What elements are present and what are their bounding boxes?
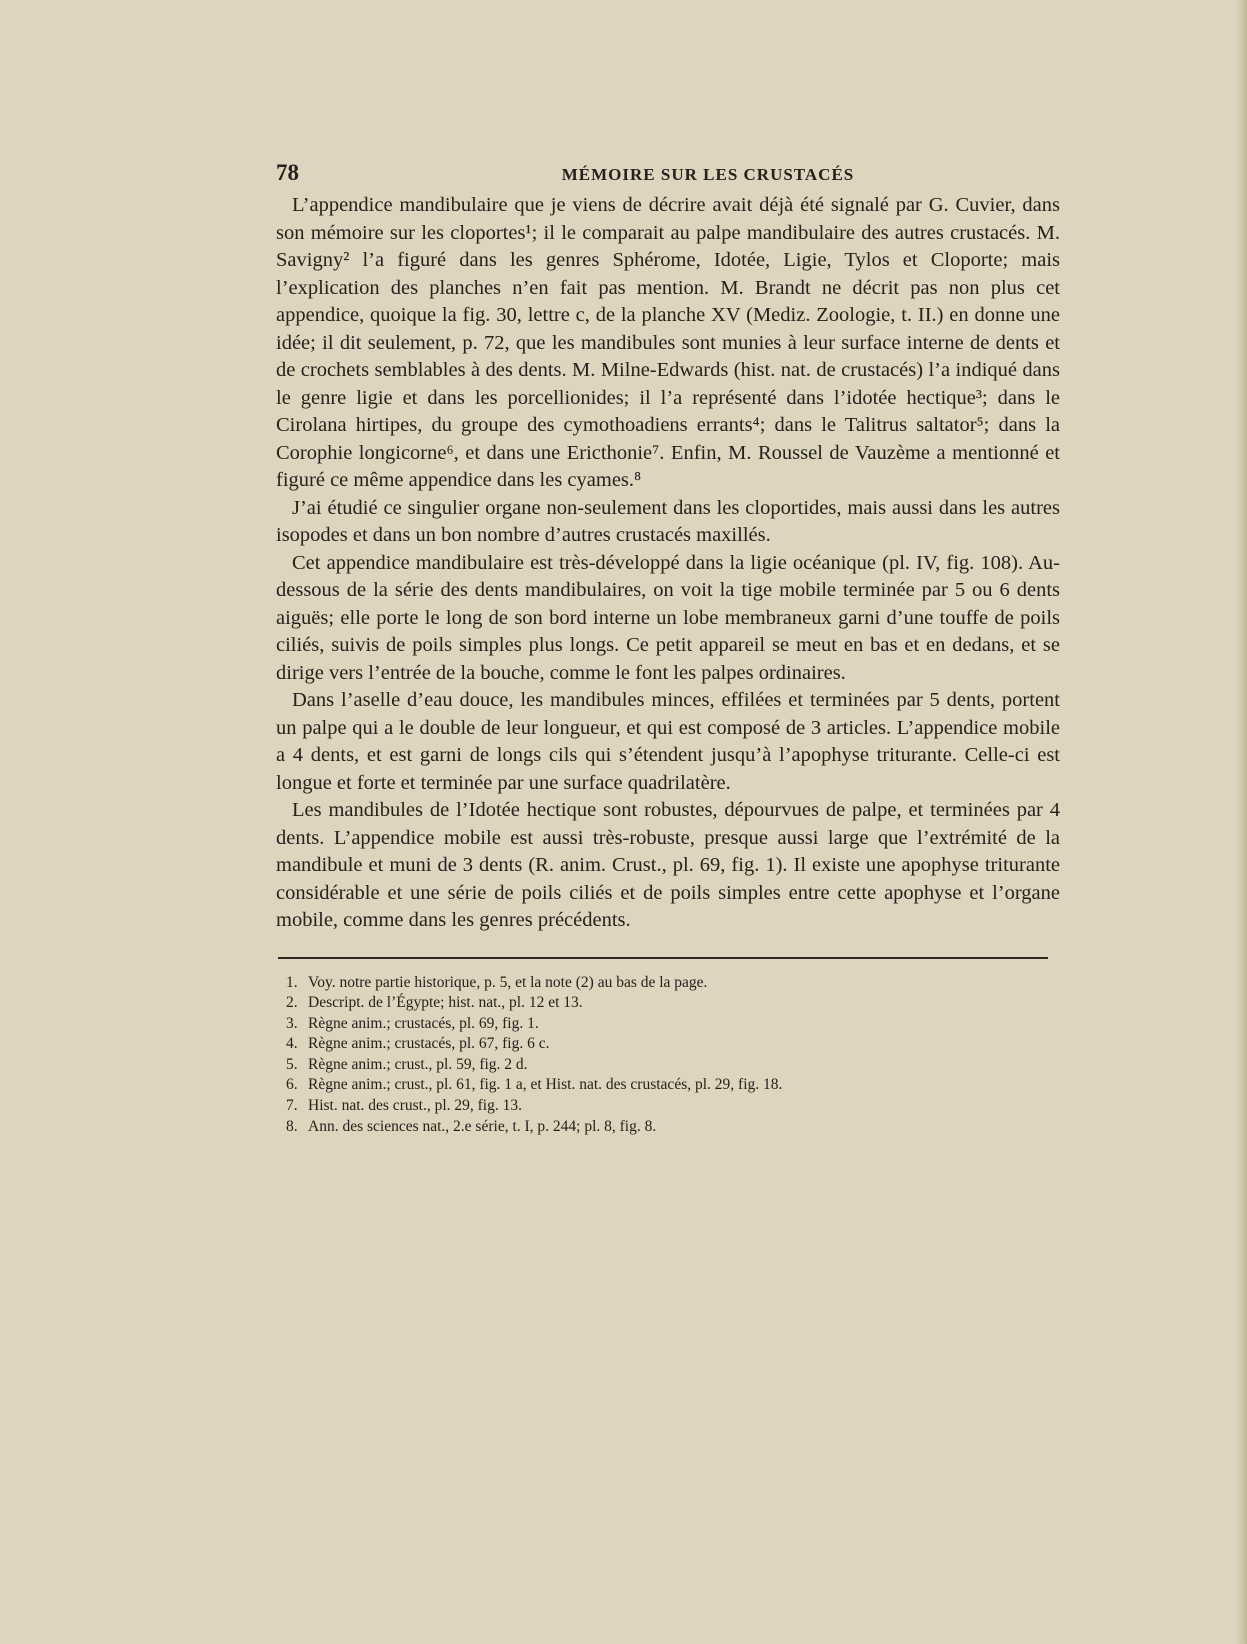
footnote-7 — [286, 1096, 1060, 1117]
footnote-5 — [286, 1055, 1060, 1076]
running-head — [276, 160, 1060, 186]
footnote-number: 5. — [286, 1055, 298, 1073]
footnote-text: Règne anim.; crustacés, pl. 69, fig. 1. — [308, 1014, 539, 1032]
footnote-number: 8. — [286, 1117, 298, 1135]
footnote-4 — [286, 1034, 1060, 1055]
footnote-divider — [278, 957, 1048, 959]
running-title: MÉMOIRE SUR LES CRUSTACÉS — [561, 165, 855, 184]
footnote-1 — [286, 973, 1060, 994]
footnotes — [276, 973, 1060, 1138]
footnote-number: 1. — [286, 973, 298, 991]
footnote-text: Descript. de l’Égypte; hist. nat., pl. 12 et 13. — [308, 994, 583, 1012]
footnote-number: 7. — [286, 1097, 298, 1115]
paragraph-4: Dans l’aselle d’eau douce, les mandibules minces, effilées et terminées par 5 dents, portent un palpe qui a le double de leur longueur, et qui est composé de 3 articles. L’appendice mobile a 4 dents, et est garni de longs cils qui s’étendent jusqu’à l’apophyse triturante. Celle-ci est longue et forte et terminée par une surface quadrilatère. — [276, 689, 1060, 794]
footnote-text: Voy. notre partie historique, p. 5, et la note (2) au bas de la page. — [308, 973, 708, 991]
footnote-text: Ann. des sciences nat., 2.e série, t. I, p. 244; pl. 8, fig. 8. — [308, 1117, 657, 1135]
body-text — [276, 192, 1060, 935]
paragraph-1: L’appendice mandibulaire que je viens de décrire avait déjà été signalé par G. Cuvier, dans son mémoire sur les cloportes¹; il le comparait au palpe mandibulaire des autres crustacés. M. Savigny² l’a figuré dans les genres Sphérome, Idotée, Ligie, Tylos et Cloporte; mais l’explication des planches n’en fait pas mention. M. Brandt ne décrit pas non plus cet appendice, quoique la fig. 30, lettre c, de la planche XV (Mediz. Zoologie, t. II.) en donne une idée; il dit seulement, p. 72, que les mandibules sont munies à leur surface interne de dents et de crochets semblables à des dents. M. Milne-Edwards (hist. nat. de crustacés) l’a indiqué dans le genre ligie et dans les porcellionides; il l’a représenté dans l’idotée hectique³; dans le Cirolana hirtipes, du groupe des cymothoadiens errants⁴; dans le Talitrus saltator⁵; dans la Corophie longicorne⁶, et dans une Ericthonie⁷. Enfin, M. Roussel de Vauzème a mentionné et figuré ce même appendice dans les cyames.⁸ — [276, 194, 1060, 491]
paragraph-3: Cet appendice mandibulaire est très-développé dans la ligie océanique (pl. IV, fig. 108). Au-dessous de la série des dents mandibulaires, on voit la tige mobile terminée par 5 ou 6 dents aiguës; elle porte le long de son bord interne un lobe membraneux garni d’une touffe de poils ciliés, suivis de poils simples plus longs. Ce petit appareil se meut en bas et en dedans, et se dirige vers l’entrée de la bouche, comme le font les palpes ordinaires. — [276, 551, 1060, 684]
footnote-number: 2. — [286, 994, 298, 1012]
footnote-text: Règne anim.; crustacés, pl. 67, fig. 6 c. — [308, 1035, 550, 1053]
footnote-6 — [286, 1075, 1060, 1096]
book-page — [276, 160, 1060, 1137]
paragraph-5: Les mandibules de l’Idotée hectique sont robustes, dépourvues de palpe, et terminées par 4 dents. L’appendice mobile est aussi très-robuste, presque aussi large que l’extrémité de la mandibule et muni de 3 dents (R. anim. Crust., pl. 69, fig. 1). Il existe une apophyse triturante considérable et une série de poils ciliés et de poils simples entre cette apophyse et l’organe mobile, comme dans les genres précédents. — [276, 799, 1060, 931]
page-number: 78 — [276, 160, 299, 185]
footnote-number: 3. — [286, 1014, 298, 1032]
footnote-number: 4. — [286, 1035, 298, 1053]
footnote-2 — [286, 993, 1060, 1014]
footnote-3 — [286, 1014, 1060, 1035]
paragraph-2: J’ai étudié ce singulier organe non-seulement dans les cloportides, mais aussi dans les autres isopodes et dans un bon nombre d’autres crustacés maxillés. — [276, 496, 1060, 546]
footnote-text: Hist. nat. des crust., pl. 29, fig. 13. — [308, 1097, 522, 1115]
footnote-text: Règne anim.; crust., pl. 59, fig. 2 d. — [308, 1055, 528, 1073]
footnote-8 — [286, 1117, 1060, 1138]
footnote-number: 6. — [286, 1076, 298, 1094]
page-edge-shadow — [1237, 0, 1247, 1644]
footnote-text: Règne anim.; crust., pl. 61, fig. 1 a, et Hist. nat. des crustacés, pl. 29, fig. 18. — [308, 1076, 783, 1094]
